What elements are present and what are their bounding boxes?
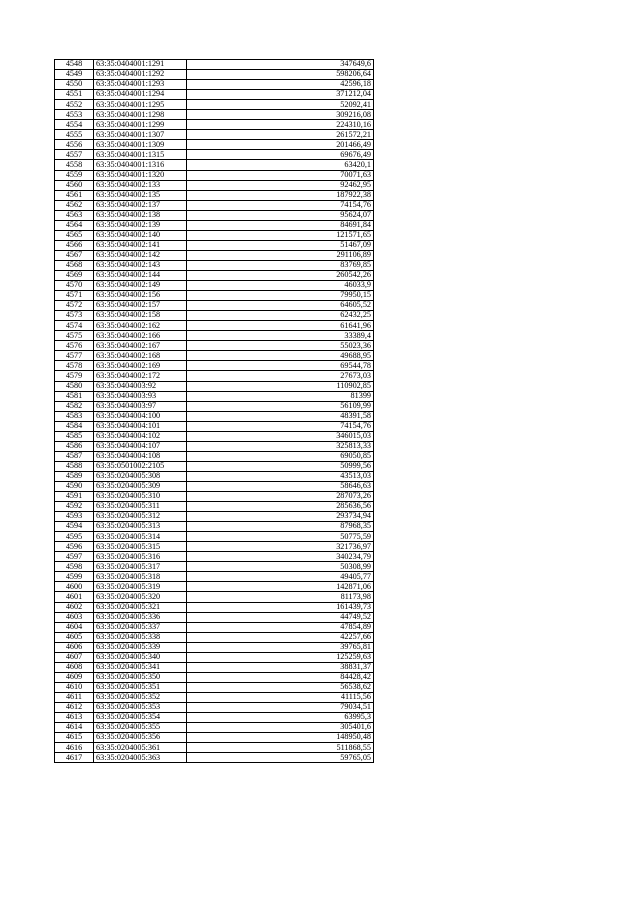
row-number-cell: 4584	[55, 421, 94, 431]
table-row	[55, 311, 374, 321]
value-cell: 49688,95	[187, 351, 374, 361]
row-number-cell: 4553	[55, 110, 94, 120]
table-row	[55, 672, 374, 682]
value-cell: 87968,35	[187, 522, 374, 532]
table-row	[55, 70, 374, 80]
table-row	[55, 170, 374, 180]
value-cell: 41115,56	[187, 692, 374, 702]
row-number-cell: 4559	[55, 170, 94, 180]
cadastral-number-cell: 63:35:0204005:310	[94, 492, 187, 502]
cadastral-number-cell: 63:35:0204005:336	[94, 612, 187, 622]
cadastral-number-cell: 63:35:0204005:318	[94, 572, 187, 582]
row-number-cell: 4600	[55, 582, 94, 592]
row-number-cell: 4598	[55, 562, 94, 572]
cadastral-number-cell: 63:35:0404004:102	[94, 431, 187, 441]
row-number-cell: 4616	[55, 743, 94, 753]
row-number-cell: 4592	[55, 502, 94, 512]
value-cell: 224310,16	[187, 120, 374, 130]
table-row	[55, 602, 374, 612]
table-row	[55, 743, 374, 753]
table-row	[55, 552, 374, 562]
table-row	[55, 381, 374, 391]
value-cell: 261572,21	[187, 130, 374, 140]
cadastral-number-cell: 63:35:0404001:1309	[94, 140, 187, 150]
row-number-cell: 4615	[55, 733, 94, 743]
table-row	[55, 451, 374, 461]
value-cell: 48391,58	[187, 411, 374, 421]
table-row	[55, 160, 374, 170]
table-row	[55, 753, 374, 763]
table-row	[55, 572, 374, 582]
value-cell: 69676,49	[187, 150, 374, 160]
table-row	[55, 522, 374, 532]
cadastral-number-cell: 63:35:0204005:313	[94, 522, 187, 532]
table-row	[55, 180, 374, 190]
table-row	[55, 411, 374, 421]
row-number-cell: 4604	[55, 622, 94, 632]
table-row	[55, 713, 374, 723]
table-row	[55, 481, 374, 491]
table-row	[55, 90, 374, 100]
value-cell: 161439,73	[187, 602, 374, 612]
cadastral-number-cell: 63:35:0404001:1291	[94, 60, 187, 70]
value-cell: 46033,9	[187, 281, 374, 291]
value-cell: 56538,62	[187, 682, 374, 692]
value-cell: 63420,1	[187, 160, 374, 170]
table-row	[55, 291, 374, 301]
value-cell: 42257,66	[187, 632, 374, 642]
value-cell: 51467,09	[187, 240, 374, 250]
row-number-cell: 4551	[55, 90, 94, 100]
row-number-cell: 4583	[55, 411, 94, 421]
cadastral-number-cell: 63:35:0204005:340	[94, 652, 187, 662]
row-number-cell: 4556	[55, 140, 94, 150]
cadastral-number-cell: 63:35:0204005:316	[94, 552, 187, 562]
cadastral-number-cell: 63:35:0404002:144	[94, 270, 187, 280]
row-number-cell: 4607	[55, 652, 94, 662]
cadastral-number-cell: 63:35:0501002:2105	[94, 461, 187, 471]
table-row	[55, 703, 374, 713]
row-number-cell: 4614	[55, 723, 94, 733]
value-cell: 59765,05	[187, 753, 374, 763]
value-cell: 309216,08	[187, 110, 374, 120]
table-row	[55, 441, 374, 451]
table-row	[55, 733, 374, 743]
table-row	[55, 130, 374, 140]
table-row	[55, 331, 374, 341]
cadastral-number-cell: 63:35:0204005:352	[94, 692, 187, 702]
cadastral-number-cell: 63:35:0404001:1316	[94, 160, 187, 170]
cadastral-number-cell: 63:35:0404002:168	[94, 351, 187, 361]
value-cell: 62432,25	[187, 311, 374, 321]
table-row	[55, 682, 374, 692]
value-cell: 293734,94	[187, 512, 374, 522]
table-row	[55, 612, 374, 622]
cadastral-number-cell: 63:35:0204005:321	[94, 602, 187, 612]
row-number-cell: 4606	[55, 642, 94, 652]
value-cell: 79950,15	[187, 291, 374, 301]
row-number-cell: 4602	[55, 602, 94, 612]
value-cell: 285636,56	[187, 502, 374, 512]
table-row	[55, 200, 374, 210]
cadastral-number-cell: 63:35:0204005:319	[94, 582, 187, 592]
cadastral-number-cell: 63:35:0204005:355	[94, 723, 187, 733]
value-cell: 43513,03	[187, 471, 374, 481]
value-cell: 64605,52	[187, 301, 374, 311]
row-number-cell: 4612	[55, 703, 94, 713]
row-number-cell: 4565	[55, 230, 94, 240]
table-row	[55, 562, 374, 572]
table-row	[55, 391, 374, 401]
cadastral-number-cell: 63:35:0404001:1298	[94, 110, 187, 120]
cadastral-number-cell: 63:35:0204005:354	[94, 713, 187, 723]
value-cell: 321736,97	[187, 542, 374, 552]
cadastral-number-cell: 63:35:0404002:169	[94, 361, 187, 371]
table-row	[55, 622, 374, 632]
row-number-cell: 4580	[55, 381, 94, 391]
row-number-cell: 4572	[55, 301, 94, 311]
row-number-cell: 4568	[55, 260, 94, 270]
row-number-cell: 4588	[55, 461, 94, 471]
value-cell: 74154,76	[187, 421, 374, 431]
row-number-cell: 4581	[55, 391, 94, 401]
cadastral-number-cell: 63:35:0404002:138	[94, 210, 187, 220]
table-row	[55, 301, 374, 311]
value-cell: 69050,85	[187, 451, 374, 461]
cadastral-number-cell: 63:35:0404002:141	[94, 240, 187, 250]
cadastral-number-cell: 63:35:0404001:1307	[94, 130, 187, 140]
cadastral-number-cell: 63:35:0204005:311	[94, 502, 187, 512]
table-row	[55, 250, 374, 260]
cadastral-number-cell: 63:35:0404003:97	[94, 401, 187, 411]
row-number-cell: 4564	[55, 220, 94, 230]
row-number-cell: 4573	[55, 311, 94, 321]
row-number-cell: 4601	[55, 592, 94, 602]
table-row	[55, 371, 374, 381]
cadastral-number-cell: 63:35:0204005:317	[94, 562, 187, 572]
value-cell: 287073,26	[187, 492, 374, 502]
cadastral-number-cell: 63:35:0204005:314	[94, 532, 187, 542]
cadastral-number-cell: 63:35:0404002:166	[94, 331, 187, 341]
table-row	[55, 723, 374, 733]
value-cell: 291106,89	[187, 250, 374, 260]
value-cell: 33389,4	[187, 331, 374, 341]
value-cell: 142871,06	[187, 582, 374, 592]
cadastral-number-cell: 63:35:0404003:92	[94, 381, 187, 391]
table-row	[55, 692, 374, 702]
cadastral-number-cell: 63:35:0404004:108	[94, 451, 187, 461]
row-number-cell: 4586	[55, 441, 94, 451]
row-number-cell: 4579	[55, 371, 94, 381]
table-row	[55, 582, 374, 592]
table-row	[55, 60, 374, 70]
cadastral-number-cell: 63:35:0404002:142	[94, 250, 187, 260]
table-row	[55, 80, 374, 90]
cadastral-number-cell: 63:35:0204005:315	[94, 542, 187, 552]
value-cell: 69544,78	[187, 361, 374, 371]
cadastral-number-cell: 63:35:0404002:162	[94, 321, 187, 331]
table-row	[55, 341, 374, 351]
row-number-cell: 4560	[55, 180, 94, 190]
value-cell: 52092,41	[187, 100, 374, 110]
row-number-cell: 4605	[55, 632, 94, 642]
row-number-cell: 4582	[55, 401, 94, 411]
table-body	[55, 60, 374, 763]
value-cell: 325813,33	[187, 441, 374, 451]
row-number-cell: 4593	[55, 512, 94, 522]
table-row	[55, 662, 374, 672]
table-row	[55, 270, 374, 280]
table-row	[55, 281, 374, 291]
cadastral-number-cell: 63:35:0204005:337	[94, 622, 187, 632]
cadastral-number-cell: 63:35:0204005:363	[94, 753, 187, 763]
value-cell: 511868,55	[187, 743, 374, 753]
cadastral-number-cell: 63:35:0204005:353	[94, 703, 187, 713]
cadastral-number-cell: 63:35:0404001:1294	[94, 90, 187, 100]
value-cell: 347649,6	[187, 60, 374, 70]
value-cell: 42596,18	[187, 80, 374, 90]
value-cell: 79034,51	[187, 703, 374, 713]
row-number-cell: 4561	[55, 190, 94, 200]
row-number-cell: 4575	[55, 331, 94, 341]
row-number-cell: 4590	[55, 481, 94, 491]
row-number-cell: 4558	[55, 160, 94, 170]
row-number-cell: 4566	[55, 240, 94, 250]
value-cell: 74154,76	[187, 200, 374, 210]
cadastral-number-cell: 63:35:0404004:101	[94, 421, 187, 431]
cadastral-number-cell: 63:35:0404002:143	[94, 260, 187, 270]
table-row	[55, 642, 374, 652]
value-cell: 50775,59	[187, 532, 374, 542]
cadastral-number-cell: 63:35:0404003:93	[94, 391, 187, 401]
cadastral-number-cell: 63:35:0204005:320	[94, 592, 187, 602]
value-cell: 58646,63	[187, 481, 374, 491]
row-number-cell: 4585	[55, 431, 94, 441]
value-cell: 371212,04	[187, 90, 374, 100]
row-number-cell: 4552	[55, 100, 94, 110]
value-cell: 63995,3	[187, 713, 374, 723]
table-row	[55, 351, 374, 361]
row-number-cell: 4562	[55, 200, 94, 210]
cadastral-number-cell: 63:35:0404001:1293	[94, 80, 187, 90]
table-row	[55, 421, 374, 431]
value-cell: 44749,52	[187, 612, 374, 622]
value-cell: 27673,03	[187, 371, 374, 381]
table-row	[55, 190, 374, 200]
table-row	[55, 210, 374, 220]
cadastral-number-cell: 63:35:0204005:341	[94, 662, 187, 672]
row-number-cell: 4569	[55, 270, 94, 280]
cadastral-number-cell: 63:35:0404001:1295	[94, 100, 187, 110]
value-cell: 56109,99	[187, 401, 374, 411]
cadastral-number-cell: 63:35:0404002:158	[94, 311, 187, 321]
table-row	[55, 110, 374, 120]
row-number-cell: 4603	[55, 612, 94, 622]
cadastral-number-cell: 63:35:0204005:338	[94, 632, 187, 642]
value-cell: 55023,36	[187, 341, 374, 351]
row-number-cell: 4570	[55, 281, 94, 291]
value-cell: 61641,96	[187, 321, 374, 331]
row-number-cell: 4595	[55, 532, 94, 542]
table-row	[55, 240, 374, 250]
row-number-cell: 4608	[55, 662, 94, 672]
cadastral-number-cell: 63:35:0204005:308	[94, 471, 187, 481]
value-cell: 81399	[187, 391, 374, 401]
value-cell: 260542,26	[187, 270, 374, 280]
value-cell: 92462,95	[187, 180, 374, 190]
value-cell: 201466,49	[187, 140, 374, 150]
row-number-cell: 4578	[55, 361, 94, 371]
value-cell: 305401,6	[187, 723, 374, 733]
table-row	[55, 140, 374, 150]
cadastral-number-cell: 63:35:0404002:135	[94, 190, 187, 200]
row-number-cell: 4589	[55, 471, 94, 481]
row-number-cell: 4613	[55, 713, 94, 723]
table-row	[55, 431, 374, 441]
table-row	[55, 321, 374, 331]
cadastral-number-cell: 63:35:0404002:156	[94, 291, 187, 301]
row-number-cell: 4574	[55, 321, 94, 331]
table-row	[55, 401, 374, 411]
cadastral-number-cell: 63:35:0404002:157	[94, 301, 187, 311]
table-row	[55, 260, 374, 270]
cadastral-number-cell: 63:35:0204005:312	[94, 512, 187, 522]
value-cell: 148950,48	[187, 733, 374, 743]
row-number-cell: 4549	[55, 70, 94, 80]
cadastral-number-cell: 63:35:0404002:167	[94, 341, 187, 351]
table-row	[55, 512, 374, 522]
cadastral-number-cell: 63:35:0404001:1320	[94, 170, 187, 180]
row-number-cell: 4554	[55, 120, 94, 130]
cadastral-number-cell: 63:35:0404002:139	[94, 220, 187, 230]
value-cell: 84691,84	[187, 220, 374, 230]
cadastral-number-cell: 63:35:0404004:107	[94, 441, 187, 451]
table-row	[55, 592, 374, 602]
table-row	[55, 461, 374, 471]
row-number-cell: 4576	[55, 341, 94, 351]
table-row	[55, 100, 374, 110]
value-cell: 121571,65	[187, 230, 374, 240]
value-cell: 346015,03	[187, 431, 374, 441]
table-row	[55, 471, 374, 481]
cadastral-number-cell: 63:35:0404004:100	[94, 411, 187, 421]
table-row	[55, 632, 374, 642]
cadastral-number-cell: 63:35:0404002:137	[94, 200, 187, 210]
row-number-cell: 4591	[55, 492, 94, 502]
value-cell: 47854,89	[187, 622, 374, 632]
table-row	[55, 120, 374, 130]
cadastral-number-cell: 63:35:0404002:133	[94, 180, 187, 190]
cadastral-number-cell: 63:35:0204005:339	[94, 642, 187, 652]
table-row	[55, 361, 374, 371]
row-number-cell: 4550	[55, 80, 94, 90]
value-cell: 49405,77	[187, 572, 374, 582]
table-row	[55, 502, 374, 512]
cadastral-number-cell: 63:35:0404002:149	[94, 281, 187, 291]
value-cell: 125259,63	[187, 652, 374, 662]
value-cell: 110902,85	[187, 381, 374, 391]
value-cell: 84428,42	[187, 672, 374, 682]
value-cell: 598206,64	[187, 70, 374, 80]
cadastral-number-cell: 63:35:0204005:361	[94, 743, 187, 753]
value-cell: 81173,98	[187, 592, 374, 602]
table-row	[55, 652, 374, 662]
row-number-cell: 4587	[55, 451, 94, 461]
value-cell: 83769,85	[187, 260, 374, 270]
row-number-cell: 4567	[55, 250, 94, 260]
row-number-cell: 4611	[55, 692, 94, 702]
cadastral-value-table	[54, 59, 374, 763]
row-number-cell: 4610	[55, 682, 94, 692]
row-number-cell: 4594	[55, 522, 94, 532]
row-number-cell: 4597	[55, 552, 94, 562]
row-number-cell: 4557	[55, 150, 94, 160]
row-number-cell: 4571	[55, 291, 94, 301]
row-number-cell: 4555	[55, 130, 94, 140]
row-number-cell: 4563	[55, 210, 94, 220]
value-cell: 50999,56	[187, 461, 374, 471]
cadastral-number-cell: 63:35:0404001:1292	[94, 70, 187, 80]
row-number-cell: 4596	[55, 542, 94, 552]
cadastral-number-cell: 63:35:0204005:351	[94, 682, 187, 692]
row-number-cell: 4617	[55, 753, 94, 763]
cadastral-number-cell: 63:35:0204005:350	[94, 672, 187, 682]
table-row	[55, 492, 374, 502]
row-number-cell: 4548	[55, 60, 94, 70]
value-cell: 38831,37	[187, 662, 374, 672]
cadastral-number-cell: 63:35:0404001:1315	[94, 150, 187, 160]
cadastral-number-cell: 63:35:0404002:140	[94, 230, 187, 240]
cadastral-number-cell: 63:35:0404002:172	[94, 371, 187, 381]
table-row	[55, 230, 374, 240]
value-cell: 39765,81	[187, 642, 374, 652]
value-cell: 340234,79	[187, 552, 374, 562]
value-cell: 187922,38	[187, 190, 374, 200]
value-cell: 50308,99	[187, 562, 374, 572]
cadastral-number-cell: 63:35:0404001:1299	[94, 120, 187, 130]
table-row	[55, 532, 374, 542]
value-cell: 70071,63	[187, 170, 374, 180]
table-row	[55, 220, 374, 230]
table-row	[55, 542, 374, 552]
row-number-cell: 4599	[55, 572, 94, 582]
table-row	[55, 150, 374, 160]
row-number-cell: 4609	[55, 672, 94, 682]
cadastral-number-cell: 63:35:0204005:309	[94, 481, 187, 491]
value-cell: 95624,07	[187, 210, 374, 220]
row-number-cell: 4577	[55, 351, 94, 361]
cadastral-number-cell: 63:35:0204005:356	[94, 733, 187, 743]
